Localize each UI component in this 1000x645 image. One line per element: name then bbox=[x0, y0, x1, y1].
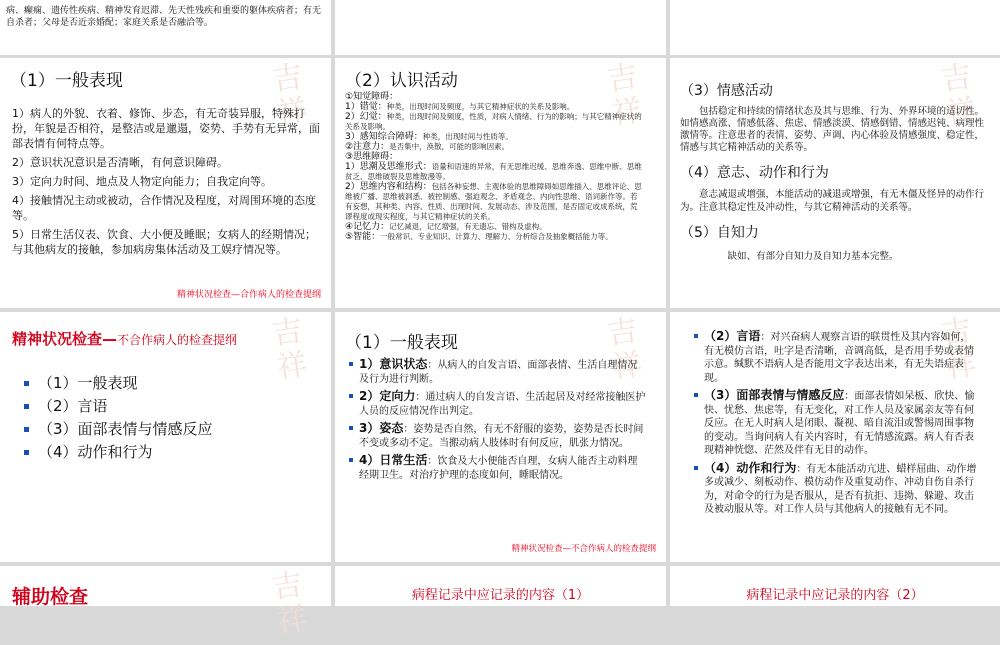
list-item: ①知觉障碍： bbox=[345, 92, 399, 102]
slide-auxiliary-exam[interactable] bbox=[0, 566, 331, 640]
decorative-seal-icon: 吉 祥 bbox=[605, 313, 645, 386]
slide-emotion-will-insight[interactable] bbox=[670, 58, 1000, 308]
slide-body bbox=[12, 106, 321, 261]
slide-body bbox=[680, 80, 990, 263]
list-item: （2）言语 bbox=[16, 395, 213, 418]
list-item: 4）日常生活：饮食及大小便能否自理，女病人能否主动料理经期卫生。对治疗护理的态度如何，睡眠情况。 bbox=[349, 454, 646, 482]
slide-uncooperative-outline[interactable] bbox=[0, 312, 331, 562]
slide-course-record-1[interactable] bbox=[335, 566, 666, 606]
bullet-list bbox=[349, 358, 646, 486]
list-item: ⑤智能：一般常识、专业知识、计算力、理解力、分析综合及抽象概括能力等。 bbox=[345, 232, 613, 242]
bullet-list bbox=[694, 330, 980, 521]
list-item: 1）意识状态：从病人的自发言语、面部表情、生活自理情况及行为进行判断。 bbox=[349, 358, 646, 386]
slide-cognition[interactable] bbox=[335, 58, 666, 308]
list-item: （3）面部表情与情感反应：面部表情如呆板、欣快、愉快、忧愁、焦虑等，有无变化，对工作人员及家属亲友等有何反应。在无人时病人是闭眼、凝视、暗自流泪或警惕周围事物的变动。当询问病人有关内容时，有无情感流露。病人有否表现精神恍惚、茫然及伴有无目的动作。 bbox=[694, 389, 980, 458]
list-item: 3）感知综合障碍：种类，出现时间与性质等。 bbox=[345, 132, 513, 142]
title-rest: 不合作病人的检查提纲 bbox=[117, 333, 238, 347]
slide-general-uncooperative[interactable] bbox=[335, 312, 666, 562]
slide-top-left bbox=[0, 0, 331, 55]
list-item: 1）病人的外貌、衣着、修饰、步态，有无奇装异服，特殊打扮，年貌是否相符，是整洁或是邋遢，姿势、手势有无异常，面部表情有何特点等。 bbox=[12, 107, 320, 150]
section-text: 包括稳定和持续的情绪状态及其与思维、行为、外界环境的适切性。如情感高涨、情感低落、焦虑、情感淡漠、情感倒错、情感迟钝、病理性激情等。注意患者的表情、姿势、声调、内心体验及情感强度、稳定性，情感与其它精神活动的关系等。 bbox=[680, 106, 985, 153]
section-title: （4）意志、动作和行为 bbox=[680, 165, 829, 181]
decorative-seal-icon: 吉 祥 bbox=[605, 59, 645, 132]
slide-top-right bbox=[670, 0, 1000, 55]
decorative-seal-icon: 吉 祥 bbox=[270, 59, 310, 132]
list-item: 2）幻觉：种类，出现时间及频度，性质，对病人情绪、行为的影响；与其它精神症状的关系及影响。 bbox=[345, 112, 642, 131]
list-item: （4）动作和行为 bbox=[16, 441, 213, 464]
slide-title: 病程记录中应记录的内容（1） bbox=[411, 588, 590, 603]
slide-speech-emotion-behavior[interactable] bbox=[670, 312, 1000, 562]
decorative-seal-icon: 吉 祥 bbox=[270, 313, 310, 386]
section-text: 意志减退或增强，本能活动的减退或增强，有无木僵及怪异的动作行为。注意其稳定性及冲动性，与其它精神活动的关系等。 bbox=[680, 189, 985, 213]
list-item: （1）一般表现 bbox=[16, 372, 213, 395]
slide-title: （1）一般表现 bbox=[10, 71, 123, 91]
list-item: 2）定向力：通过病人的自发言语、生活起居及对经常接触医护人员的反应情况作出判定。 bbox=[349, 390, 646, 418]
slide-caption: 精神状况检查—不合作病人的检查提纲 bbox=[511, 544, 656, 554]
list-item: （2）言语：对兴奋病人观察言语的联贯性及其内容如何，有无模仿言语，吐字是否清晰，音调高低，是否用手势或表情示意。缄默不语病人是否能用文字表达出来，有无失语症表现。 bbox=[694, 330, 980, 385]
slide-general-cooperative[interactable] bbox=[0, 58, 331, 308]
slide-title: （1）一般表现 bbox=[345, 333, 458, 353]
top-left-text: 病、癫痫、遗传性疾病、精神发育迟滞、先天性残疾和重要的躯体疾病者；有无自杀者；父母是否近亲婚配；家庭关系是否融洽等。 bbox=[6, 6, 322, 28]
decorative-seal-icon: 吉 祥 bbox=[939, 59, 979, 132]
slide-title: 辅助检查 bbox=[12, 586, 89, 608]
list-item: 3）姿态：姿势是否自然，有无不舒服的姿势，姿势是否长时间不变或多动不定。当搬动病人肢体时有何反应，肌张力情况。 bbox=[349, 422, 646, 450]
slide-title bbox=[12, 328, 237, 349]
list-item: 4）接触情况主动或被动，合作情况及程度，对周围环境的态度等。 bbox=[12, 194, 316, 222]
section-title: （3）情感活动 bbox=[680, 83, 773, 99]
list-item: 1）思潮及思维形式：语量和语速的异常，有无思维迟缓、思维奔逸、思维中断、思维贫乏、思维破裂及思维散漫等。 bbox=[345, 162, 642, 181]
list-item: （3）面部表情与情感反应 bbox=[16, 418, 213, 441]
list-item: 1）错觉：种类，出现时间及频度，与其它精神症状的关系及影响。 bbox=[345, 102, 575, 112]
slide-body bbox=[345, 92, 642, 242]
slide-title: 病程记录中应记录的内容（2） bbox=[746, 588, 924, 603]
decorative-seal-icon: 吉 祥 bbox=[270, 567, 310, 640]
slide-top-middle bbox=[335, 0, 666, 55]
list-item: 2）意识状况意识是否清晰，有何意识障碍。 bbox=[12, 156, 228, 169]
slide-course-record-2[interactable] bbox=[670, 566, 1000, 606]
list-item: 3）定向力时间、地点及人物定向能力；自我定向等。 bbox=[12, 175, 272, 188]
outline-list bbox=[16, 372, 213, 464]
slide-title: （2）认识活动 bbox=[345, 71, 458, 91]
list-item: 2）思维内容和结构：包括各种妄想、主观体验的思维障碍如思维插入、思维评论、思维被广播、思维被洞悉、被控制感、强迫观念、矛盾观念、内向性思维、语词新作等。若有妄想，其种类、内容、性质、出现时间、发展动态、涉及范围，是否固定或成系统，荒谬程度或现实程度，与其它精神症状的关系。 bbox=[345, 182, 642, 221]
title-red-part: 精神状况检查— bbox=[12, 330, 118, 348]
section-title: （5）自知力 bbox=[680, 225, 759, 241]
list-item: ③思维障碍： bbox=[345, 152, 399, 162]
decorative-seal-icon: 吉 祥 bbox=[939, 313, 979, 386]
list-item: （4）动作和行为：有无本能活动亢进、蜡样屈曲、动作增多或减少、刻板动作、模仿动作及重复动作、冲动自伤自杀行为，对命令的行为是否服从，是否有抗拒、违拗、躲避、攻击及被动服从等。对工作人员与其他病人的接触有无不同。 bbox=[694, 462, 980, 517]
list-item: ②注意力：是否集中，涣散，可能的影响因素。 bbox=[345, 142, 510, 152]
slide-caption: 精神状况检查—合作病人的检查提纲 bbox=[176, 290, 321, 300]
list-item: ④记忆力：记忆减退，记忆增强，有无遗忘、错构及虚构。 bbox=[345, 222, 547, 232]
section-text: 缺如、有部分自知力及自知力基本完整。 bbox=[727, 251, 899, 262]
list-item: 5）日常生活仪表、饮食、大小便及睡眠；女病人的经期情况；与其他病友的接触，参加病房集体活动及工娱疗情况等。 bbox=[12, 228, 316, 256]
